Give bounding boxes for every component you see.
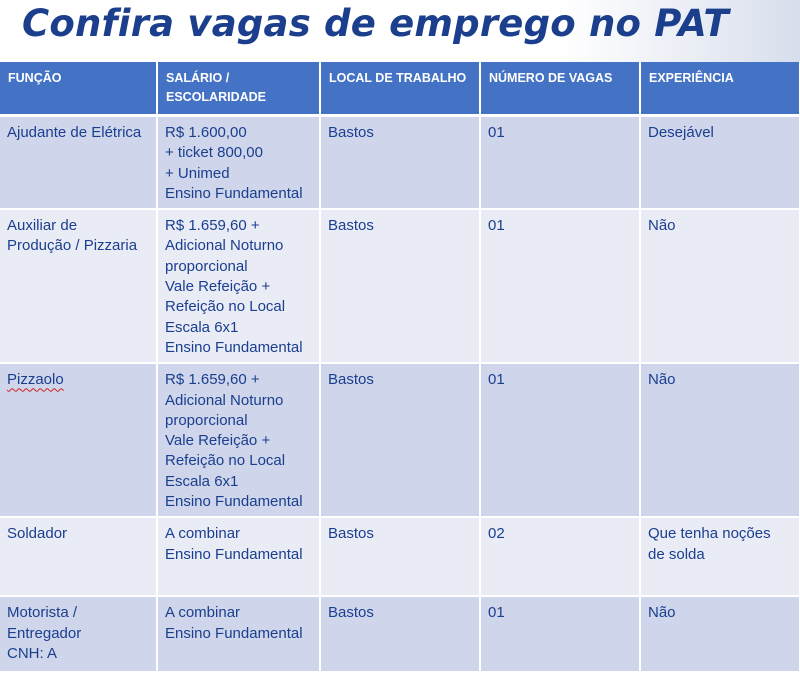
cell-experiencia: Não bbox=[640, 596, 800, 672]
table-row bbox=[0, 209, 800, 363]
cell-vagas: 01 bbox=[480, 209, 640, 363]
cell-funcao: Ajudante de Elétrica bbox=[0, 116, 157, 210]
table-header-row bbox=[0, 62, 800, 116]
cell-experiencia: Não bbox=[640, 363, 800, 517]
cell-experiencia: Desejável bbox=[640, 116, 800, 210]
cell-salario: A combinar Ensino Fundamental bbox=[157, 596, 320, 672]
cell-vagas: 02 bbox=[480, 517, 640, 596]
table-row bbox=[0, 596, 800, 672]
table-row bbox=[0, 116, 800, 210]
header-vagas: NÚMERO DE VAGAS bbox=[480, 62, 640, 116]
header-experiencia: EXPERIÊNCIA bbox=[640, 62, 800, 116]
job-table bbox=[0, 62, 800, 673]
cell-local: Bastos bbox=[320, 596, 480, 672]
cell-local: Bastos bbox=[320, 363, 480, 517]
table-row bbox=[0, 363, 800, 517]
cell-salario: R$ 1.659,60 + Adicional Noturno proporcional Vale Refeição + Refeição no Local Escala 6x1 Ensino Fundamental bbox=[157, 363, 320, 517]
header-local: LOCAL DE TRABALHO bbox=[320, 62, 480, 116]
header-funcao: FUNÇÃO bbox=[0, 62, 157, 116]
spellcheck-word: Pizzaolo bbox=[7, 371, 64, 389]
cell-local: Bastos bbox=[320, 517, 480, 596]
cell-vagas: 01 bbox=[480, 596, 640, 672]
cell-experiencia: Não bbox=[640, 209, 800, 363]
table-row bbox=[0, 517, 800, 596]
cell-funcao: Motorista / Entregador CNH: A bbox=[0, 596, 157, 672]
page-title: Confira vagas de emprego no PAT bbox=[22, 2, 729, 45]
cell-vagas: 01 bbox=[480, 363, 640, 517]
cell-salario: R$ 1.600,00 + ticket 800,00 + Unimed Ensino Fundamental bbox=[157, 116, 320, 210]
cell-salario: R$ 1.659,60 + Adicional Noturno proporcional Vale Refeição + Refeição no Local Escala 6x1 Ensino Fundamental bbox=[157, 209, 320, 363]
cell-local: Bastos bbox=[320, 116, 480, 210]
cell-funcao bbox=[0, 363, 157, 517]
cell-salario: A combinar Ensino Fundamental bbox=[157, 517, 320, 596]
header-salario: SALÁRIO / ESCOLARIDADE bbox=[157, 62, 320, 116]
cell-funcao: Soldador bbox=[0, 517, 157, 596]
cell-vagas: 01 bbox=[480, 116, 640, 210]
cell-experiencia: Que tenha noções de solda bbox=[640, 517, 800, 596]
cell-funcao: Auxiliar de Produção / Pizzaria bbox=[0, 209, 157, 363]
cell-local: Bastos bbox=[320, 209, 480, 363]
